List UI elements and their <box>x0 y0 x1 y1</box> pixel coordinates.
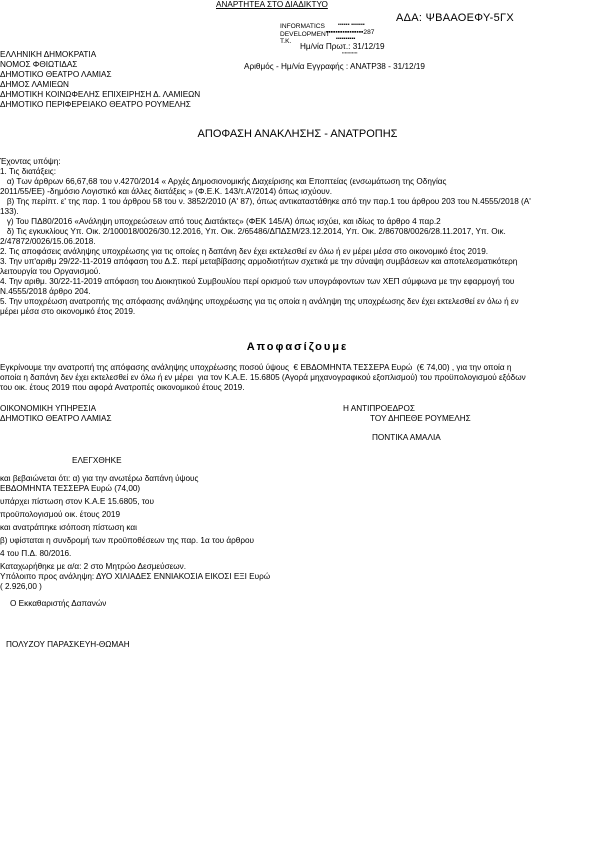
sender-line: ΝΟΜΟΣ ΦΘΙΩΤΙΔΑΣ <box>0 60 78 69</box>
consideration-line: δ) Τις εγκυκλίους Υπ. Οικ. 2/100018/0026/30.12.2016, Υπ. Οικ. 2/65486/ΔΠΔΣΜ/23.12.2014, Υπ. Οικ. 2/86708/0026/28.11.2017, Υπ. Οικ. <box>0 227 506 236</box>
considerations-section <box>0 157 593 317</box>
vice-president-signature <box>343 404 471 424</box>
verification-line: 4 του Π.Δ. 80/2016. <box>0 549 72 558</box>
stamp-scribble-1: ▪▪▪▪▪▪ ▪▪▪▪▪▪▪ <box>338 22 365 28</box>
sender-line: ΕΛΛΗΝΙΚΗ ΔΗΜΟΚΡΑΤΙΑ <box>0 50 97 59</box>
finance-service-signature <box>0 404 112 424</box>
stamp-scribble-3: ▪▪▪▪▪▪▪▪▪▪ <box>336 36 356 42</box>
stamp-scribble-2: ▪▪▪▪▪▪▪▪▪▪▪▪▪▪▪▪287 <box>326 29 375 36</box>
sender-line: ΔΗΜΟΣ ΛΑΜΙΕΩΝ <box>0 80 69 89</box>
consideration-line: 1. Τις διατάξεις: <box>0 167 57 176</box>
consideration-line: μέρει μέσα στο οικονομικό έτος 2019. <box>0 307 136 316</box>
stamp-overlay-b: DEVELOPMENT <box>280 31 330 38</box>
expense-officer-title: Ο Εκκαθαριστής Δαπανών <box>10 599 107 608</box>
vice-president-title: Η ΑΝΤΙΠΡΟΕΔΡΟΣ <box>343 404 415 413</box>
consideration-line: γ) Του ΠΔ80/2016 «Ανάληψη υποχρεώσεων από τους Διατάκτες» (ΦΕΚ 145/Α) όπως ισχύει, και ιδίως το άρθρο 4 παρ.2 <box>0 217 441 226</box>
verification-line: προϋπολογισμού οικ. έτους 2019 <box>0 510 121 519</box>
consideration-line: 133). <box>0 207 19 216</box>
stamp-overlay-a: INFORMATICS <box>280 23 325 30</box>
verification-line: Καταχωρήθηκε με α/α: 2 στο Μητρώο Δεσμεύσεων. <box>0 562 187 571</box>
consideration-line: Ν.4555/2018 άρθρο 204. <box>0 287 91 296</box>
expense-officer-name: ΠΟΛΥΖΟΥ ΠΑΡΑΣΚΕΥΗ-ΘΩΜΑΗ <box>6 640 130 649</box>
sender-line: ΔΗΜΟΤΙΚΟ ΘΕΑΤΡΟ ΛΑΜΙΑΣ <box>0 70 112 79</box>
verification-line: Υπόλοιπο προς ανάληψη: ΔΥΟ ΧΙΛΙΑΔΕΣ ΕΝΝΙΑΚΟΣΙΑ ΕΙΚΟΣΙ ΕΞΙ Ευρώ <box>0 572 271 581</box>
consideration-line: 2. Τις αποφάσεις ανάληψης υποχρέωσης για τις οποίες η δαπάνη δεν έχει εκτελεσθεί εν όλω ή εν μέρει μέσα στο οικονομικό έτος 2019. <box>0 247 489 256</box>
decision-heading: Αποφασίζουμε <box>246 341 349 353</box>
verification-line: υπάρχει πίστωση στον Κ.Α.Ε 15.6805, του <box>0 497 154 506</box>
consideration-line: 3. Την υπ'αριθμ 29/22-11-2019 απόφαση του Δ.Σ. περί μεταβίβασης αρμοδιοτήτων σχετικά με την σύναψη συμβάσεων και αποτελεσματικότερη <box>0 257 518 266</box>
decision-line: Εγκρίνουμε την ανατροπή της απόφασης ανάληψης υποχρέωσης ποσού ύψους € ΕΒΔΟΜΗΝΤΑ ΤΕΣΣΕΡΑ Ευρώ (€ 74,00) , για την οποία η <box>0 363 512 372</box>
sender-block <box>0 50 200 110</box>
sender-line: ΔΗΜΟΤΙΚΟ ΠΕΡΙΦΕΡΕΙΑΚΟ ΘΕΑΤΡΟ ΡΟΥΜΕΛΗΣ <box>0 100 191 109</box>
protocol-date: Ημ/νία Πρωτ.: 31/12/19 <box>300 42 385 51</box>
consideration-line: λειτουργία του Οργανισμού. <box>0 267 101 276</box>
verification-line: β) υφίσταται η συνδρομή των προϋποθέσεων της παρ. 1α του άρθρου <box>0 536 255 545</box>
verification-line: και ανατράπηκε ισόποση πίστωση και <box>0 523 137 532</box>
decision-line: οποία η δαπάνη δεν έχει εκτελεσθεί εν όλω ή εν μέρει για τον Κ.Α.Ε. 15.6805 (Αγορά μηχανογραφικού εξοπλισμού) του προϋπολογισμού εξόδων <box>0 373 526 382</box>
vice-president-org: ΤΟΥ ΔΗΠΕΘΕ ΡΟΥΜΕΛΗΣ <box>370 414 471 423</box>
document-title: ΑΠΟΦΑΣΗ ΑΝΑΚΛΗΣΗΣ - ΑΝΑΤΡΟΠΗΣ <box>197 128 398 140</box>
stamp-overlay-c: Τ.Κ. <box>280 38 292 45</box>
considerations-intro: Έχοντας υπόψη: <box>0 157 61 166</box>
verification-body <box>0 474 270 592</box>
verification-line: και βεβαιώνεται ότι: α) για την ανωτέρω δαπάνη ύψους <box>0 474 199 483</box>
stamp-scribble-4: ▪▪▪▪▪▪▪▪▪▪▪ <box>342 50 358 55</box>
finance-service-org: ΔΗΜΟΤΙΚΟ ΘΕΑΤΡΟ ΛΑΜΙΑΣ <box>0 414 112 423</box>
consideration-line: 5. Την υποχρέωση ανατροπής της απόφασης ανάληψης υποχρέωσης για τις οποία η ανάληψη της υποχρέωσης δεν έχει εκτελεσθεί εν όλω ή εν <box>0 297 519 306</box>
verification-line: ( 2.926,00 ) <box>0 582 42 591</box>
verification-line: ΕΒΔΟΜΗΝΤΑ ΤΕΣΣΕΡΑ Ευρώ (74,00) <box>0 484 141 493</box>
registration-number: Αριθμός - Ημ/νία Εγγραφής : ΑΝΑΤΡ38 - 31/12/19 <box>244 62 425 71</box>
decision-line: του οικ. έτους 2019 που αφορά Ανατροπές οικονομικού έτους 2019. <box>0 383 245 392</box>
published-label: ΑΝΑΡΤΗΤΕΑ ΣΤΟ ΔΙΑΔΙΚΤΥΟ <box>216 0 328 9</box>
consideration-line: 2011/55/ΕΕ) -δημόσιο Λογιστικό και άλλες διατάξεις » (Φ.Ε.Κ. 143/τ.Α'/2014) όπως ισχύουν. <box>0 187 333 196</box>
consideration-line: α) Των άρθρων 66,67,68 του ν.4270/2014 « Αρχές Δημοσιονομικής Διαχείρισης και Εποπτείας (ενσωμάτωση της Οδηγίας <box>0 177 447 186</box>
ada-code: ΑΔΑ: ΨΒΑΑΟΕΦΥ-5ΓΧ <box>396 12 515 24</box>
consideration-line: 4. Την αριθμ. 30/22-11-2019 απόφαση του Διοικητικού Συμβουλίου περί ορισμού των υπογράφοντων των ΧΕΠ σύμφωνα με την εφαρμογή του <box>0 277 515 286</box>
vice-president-name: ΠΟΝΤΙΚΑ ΑΜΑΛΙΑ <box>372 433 441 442</box>
consideration-line: β) Της περίπτ. ε' της παρ. 1 του άρθρου 58 του ν. 3852/2010 (Α' 87), όπως αντικαταστάθηκε από την παρ.1 του άρθρου 203 του Ν.4555/2018 (Α' <box>0 197 531 206</box>
verification-heading: ΕΛΕΓΧΘΗΚΕ <box>72 456 122 465</box>
consideration-line: 2/47872/0026/15.06.2018. <box>0 237 96 246</box>
finance-service-title: ΟΙΚΟΝΟΜΙΚΗ ΥΠΗΡΕΣΙΑ <box>0 404 97 413</box>
decision-body <box>0 363 593 393</box>
sender-line: ΔΗΜΟΤΙΚΗ ΚΟΙΝΩΦΕΛΗΣ ΕΠΙΧΕΙΡΗΣΗ Δ. ΛΑΜΙΕΩΝ <box>0 90 201 99</box>
